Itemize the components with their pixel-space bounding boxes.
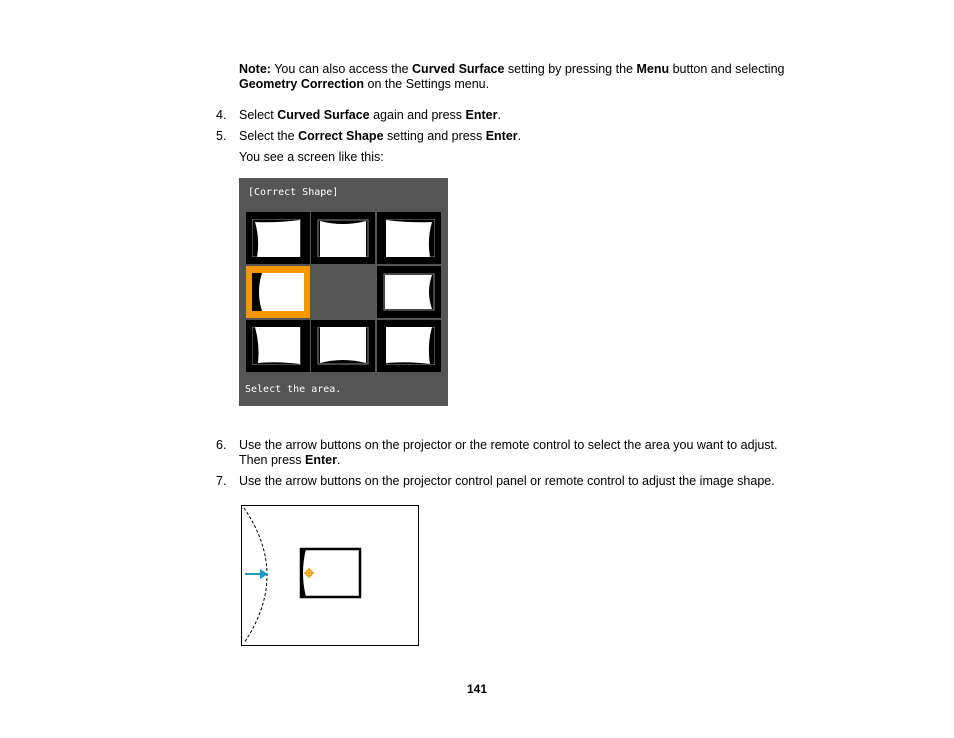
step-6-line-1: Use the arrow buttons on the projector or the remote control to select the area you want to adjust. [239,438,778,452]
curved-shape-icon [383,327,435,365]
step-number: 6. [216,438,227,452]
note-bold: Curved Surface [412,62,505,76]
note-text: button and selecting [669,62,785,76]
area-bottom-center[interactable] [311,320,375,372]
area-center-empty [311,266,375,318]
area-bottom-left[interactable] [246,320,310,372]
step-number: 4. [216,108,227,122]
area-top-left[interactable] [246,212,310,264]
note-text: on the Settings menu. [364,77,490,91]
area-bottom-right[interactable] [377,320,441,372]
note-text: You can also access the [270,62,413,76]
area-middle-right[interactable] [377,266,441,318]
shape-adjust-diagram [241,505,419,646]
curved-shape-icon [252,219,304,257]
step-5-text: Select the Correct Shape setting and press Enter. [239,129,522,143]
step-6-line-2: Then press Enter. [239,453,341,467]
note-bold: Geometry Correction [239,77,365,91]
step-number: 7. [216,474,227,488]
curved-edge-adjust-illustration [242,506,418,645]
right-arrow-icon [245,569,268,579]
step-7-text: Use the arrow buttons on the projector control panel or remote control to adjust the image shape. [239,474,775,488]
step-number: 5. [216,129,227,143]
correct-shape-screen [239,178,448,406]
curved-shape-icon [317,219,369,257]
page-number: 141 [466,682,488,696]
note-text: setting by pressing the [504,62,637,76]
curved-shape-icon [252,273,304,311]
screen-title: [Correct Shape] [248,187,339,198]
note-bold: Menu [636,62,670,76]
note-label: Note: [239,62,271,76]
area-middle-left-selected[interactable] [246,266,310,318]
curved-shape-icon [383,273,435,311]
area-top-right[interactable] [377,212,441,264]
screen-footer: Select the area. [245,384,342,395]
note-line-1 [239,62,784,77]
curved-shape-icon [317,327,369,365]
screen-intro: You see a screen like this: [239,150,384,164]
note-line-2 [239,77,489,92]
step-4-text: Select Curved Surface again and press Enter. [239,108,501,122]
curved-shape-icon [252,327,304,365]
curved-shape-icon [383,219,435,257]
area-top-center[interactable] [311,212,375,264]
